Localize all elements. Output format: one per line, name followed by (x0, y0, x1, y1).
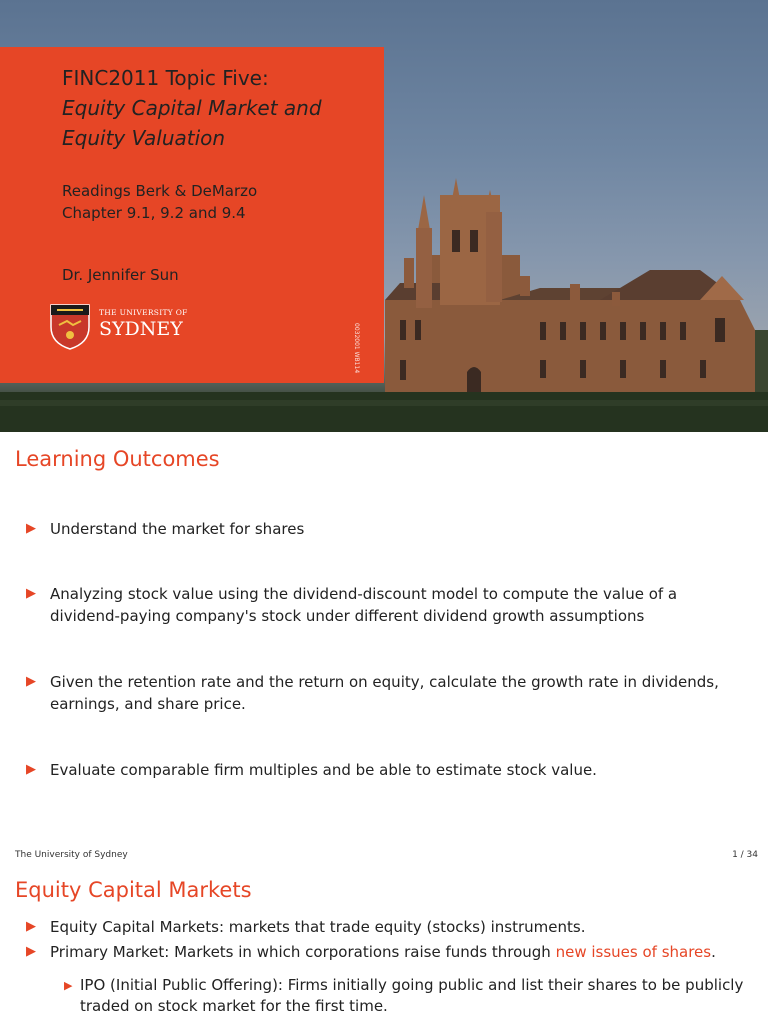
highlighted-term: new issues of shares (555, 943, 712, 961)
readings-line1: Readings Berk & DeMarzo (62, 182, 258, 200)
readings-line2: Chapter 9.1, 9.2 and 9.4 (62, 204, 246, 222)
crest-icon (49, 303, 91, 351)
slide-title: Learning Outcomes (15, 447, 220, 471)
topic-title-line1: Equity Capital Market and (62, 96, 322, 120)
title-slide (0, 0, 768, 432)
photo-credit-code: 0032001 WB114 (353, 323, 360, 374)
list-item: ▶ IPO (Initial Public Offering): Firms initially going public and list their shares to be publicly traded on stock market for the first time. (64, 976, 744, 1015)
university-logo (49, 303, 189, 351)
bullet-arrow-icon: ▶ (26, 944, 36, 959)
equity-capital-markets-slide (0, 864, 768, 1024)
slide-title: Equity Capital Markets (15, 878, 252, 902)
sub-bullet-arrow-icon: ▶ (64, 979, 73, 992)
list-item: ▶ Analyzing stock value using the dividend-discount model to compute the value of a dividend-paying company's stock under different dividend growth assumptions (26, 585, 678, 625)
list-item: ▶ Primary Market: Markets in which corporations raise funds through new issues of shares. (26, 943, 716, 961)
bullet-arrow-icon: ▶ (26, 586, 36, 601)
bullet-arrow-icon: ▶ (26, 521, 36, 536)
bullet-arrow-icon: ▶ (26, 919, 36, 934)
topic-title-line2: Equity Valuation (62, 126, 226, 150)
list-item: ▶ Understand the market for shares (26, 520, 305, 538)
logo-text-small: THE UNIVERSITY OF (99, 308, 188, 317)
list-item: ▶ Given the retention rate and the return on equity, calculate the growth rate in dividends, earnings, and share price. (26, 673, 719, 713)
bullet-arrow-icon: ▶ (26, 674, 36, 689)
course-title: FINC2011 Topic Five: (62, 66, 269, 90)
list-item: ▶ Evaluate comparable firm multiples and be able to estimate stock value. (26, 761, 597, 779)
list-item: ▶ Equity Capital Markets: markets that trade equity (stocks) instruments. (26, 918, 586, 936)
logo-text-big: SYDNEY (99, 318, 183, 340)
bullet-arrow-icon: ▶ (26, 762, 36, 777)
footer-institution: The University of Sydney (15, 850, 128, 860)
author-name: Dr. Jennifer Sun (62, 266, 179, 284)
learning-outcomes-slide (0, 432, 768, 864)
page-number: 1 / 34 (732, 850, 758, 860)
